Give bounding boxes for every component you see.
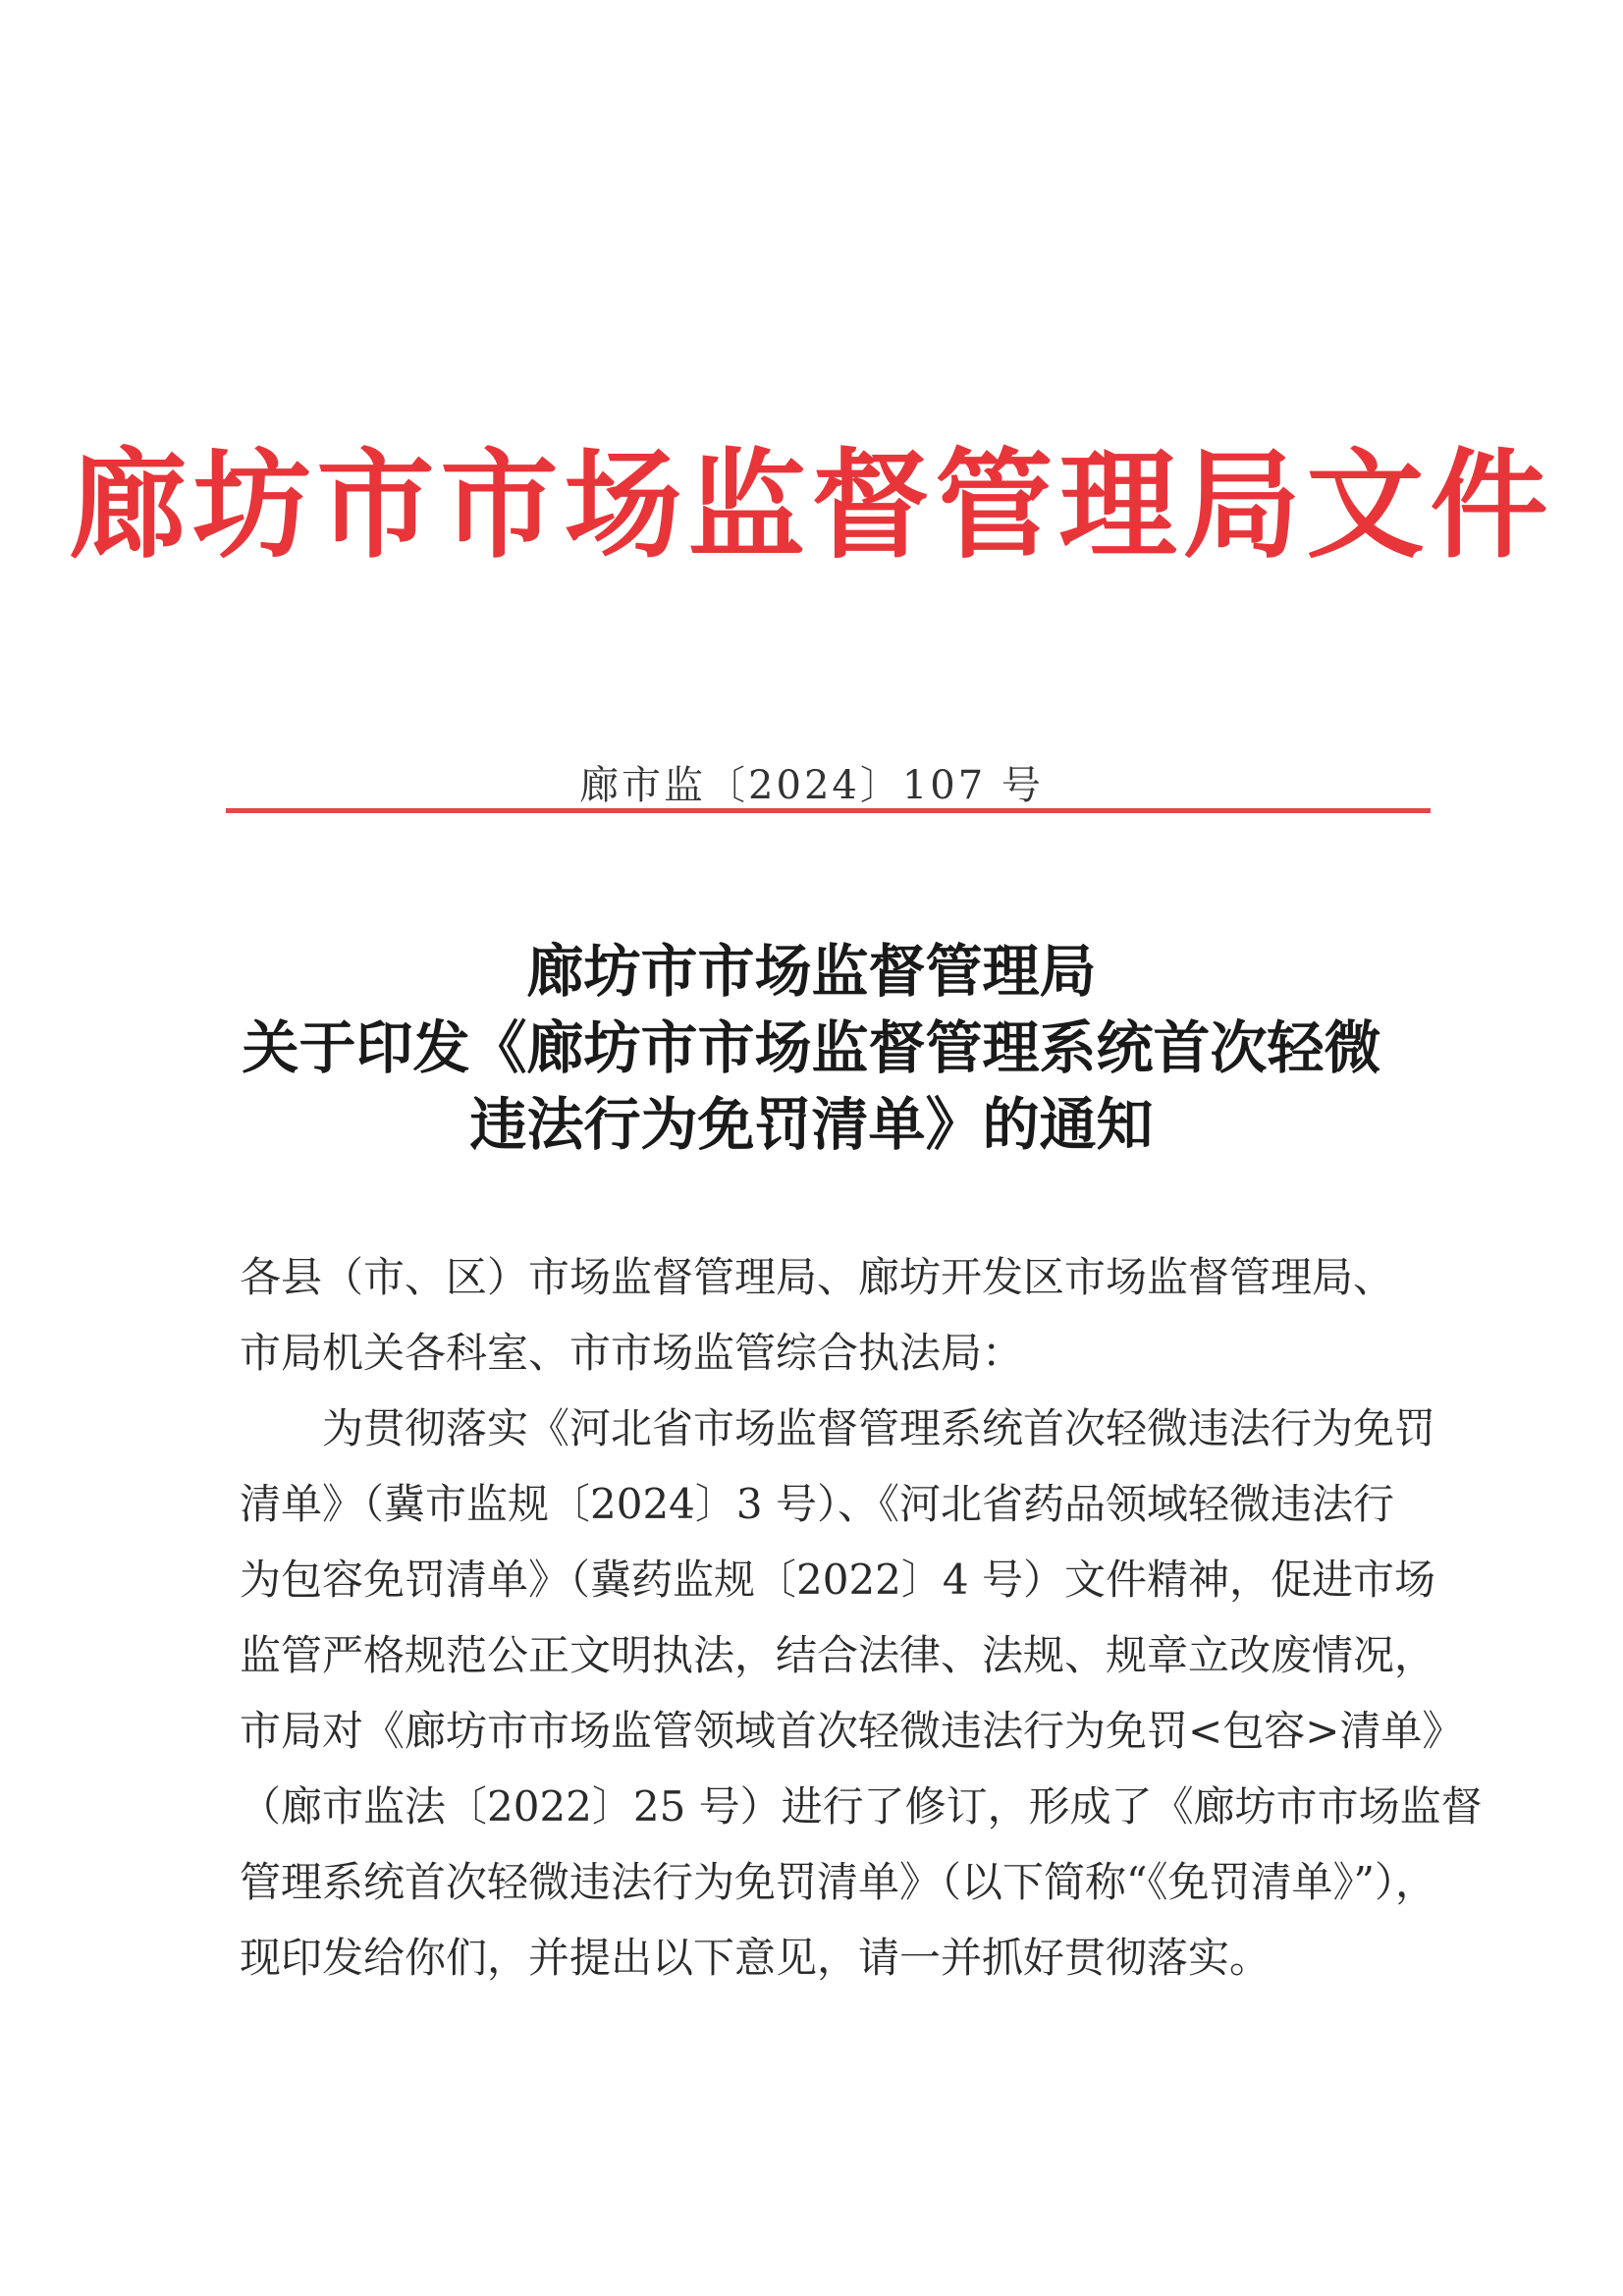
document-header-title: 廊坊市市场监督管理局文件 <box>69 436 1554 574</box>
body-line: （廊市监法〔2022〕25 号）进行了修订，形成了《廊坊市市场监督 <box>240 1782 1483 1831</box>
document-number: 廊市监〔2024〕107 号 <box>579 763 1044 808</box>
notice-title-line: 违法行为免罚清单》的通知 <box>469 1091 1154 1158</box>
notice-title <box>0 933 1623 1163</box>
notice-title-line: 廊坊市市场监督管理局 <box>526 938 1097 1005</box>
body-line: 管理系统首次轻微违法行为免罚清单》（以下简称“《免罚清单》”）， <box>240 1858 1436 1906</box>
body-line: 现印发给你们，并提出以下意见，请一并抓好贯彻落实。 <box>240 1934 1271 1982</box>
body-line-addressee: 市局机关各科室、市市场监管综合执法局： <box>240 1329 1024 1377</box>
body-line: 市局对《廊坊市市场监管领域首次轻微违法行为免罚<包容>清单》 <box>240 1707 1464 1755</box>
red-divider-line <box>226 808 1431 813</box>
body-line: 监管严格规范公正文明执法，结合法律、法规、规章立改废情况， <box>240 1631 1436 1679</box>
body-line: 为贯彻落实《河北省市场监督管理系统首次轻微违法行为免罚 <box>322 1404 1436 1452</box>
body-line-addressee: 各县（市、区）市场监督管理局、廊坊开发区市场监督管理局、 <box>240 1253 1395 1301</box>
body-line: 为包容免罚清单》（冀药监规〔2022〕4 号）文件精神，促进市场 <box>240 1556 1435 1604</box>
notice-body <box>240 1239 1506 1995</box>
notice-title-line: 关于印发《廊坊市市场监督管理系统首次轻微 <box>242 1014 1381 1081</box>
body-line: 清单》（冀市监规〔2024〕3 号）、《河北省药品领域轻微违法行 <box>240 1480 1394 1528</box>
